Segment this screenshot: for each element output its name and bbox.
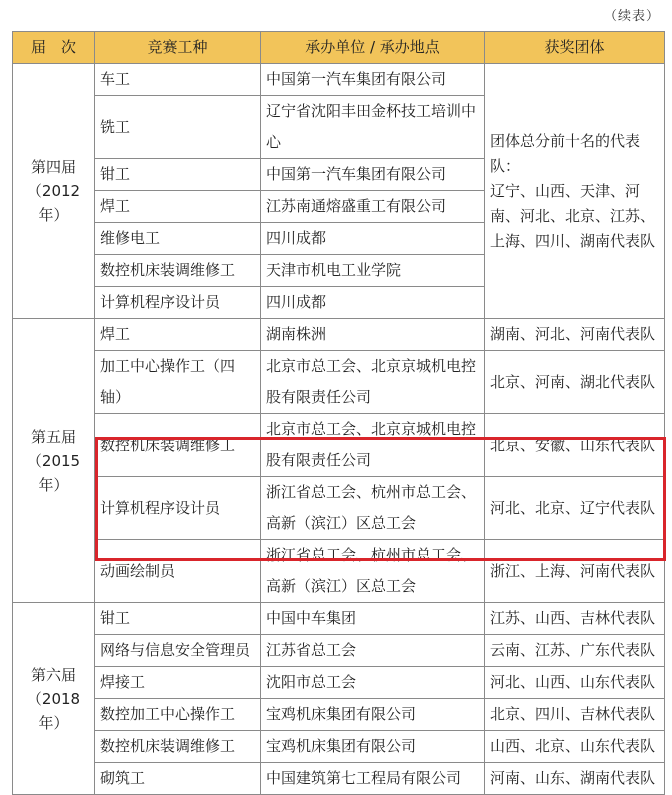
- award-cell: 湖南、河北、河南代表队: [485, 319, 665, 351]
- edition-year: （2012年）: [26, 182, 81, 224]
- host-cell: 江苏省总工会: [261, 635, 485, 667]
- host-cell: 浙江省总工会、杭州市总工会、高新（滨江）区总工会: [261, 477, 485, 540]
- host-cell: 宝鸡机床集团有限公司: [261, 699, 485, 731]
- competition-table: [12, 31, 665, 795]
- host-cell: 浙江省总工会、杭州市总工会、高新（滨江）区总工会: [261, 540, 485, 603]
- table-header-row: [13, 32, 665, 64]
- job-cell: 维修电工: [95, 223, 261, 255]
- award-cell: 团体总分前十名的代表队： 辽宁、山西、天津、河南、河北、北京、江苏、上海、四川、湖南代表队: [485, 64, 665, 319]
- edition-cell: [13, 603, 95, 795]
- table-row: [13, 319, 665, 351]
- table-row: [13, 731, 665, 763]
- host-cell: 四川成都: [261, 223, 485, 255]
- header-host: 承办单位 / 承办地点: [261, 32, 485, 64]
- continued-label: （续表）: [603, 9, 660, 24]
- job-cell: 加工中心操作工（四轴）: [95, 351, 261, 414]
- edition-year: （2015年）: [26, 451, 81, 494]
- award-cell: 河北、山西、山东代表队: [485, 667, 665, 699]
- job-cell: 钳工: [95, 603, 261, 635]
- award-cell: 北京、四川、吉林代表队: [485, 699, 665, 731]
- award-cell: 浙江、上海、河南代表队: [485, 540, 665, 603]
- job-cell: 计算机程序设计员: [95, 287, 261, 319]
- table-row: [13, 603, 665, 635]
- host-cell: 北京市总工会、北京京城机电控股有限责任公司: [261, 351, 485, 414]
- table-row: [13, 540, 665, 603]
- host-cell: 宝鸡机床集团有限公司: [261, 731, 485, 763]
- award-cell: 江苏、山西、吉林代表队: [485, 603, 665, 635]
- host-cell: 北京市总工会、北京京城机电控股有限责任公司: [261, 414, 485, 477]
- job-cell: 车工: [95, 64, 261, 96]
- award-cell: 云南、江苏、广东代表队: [485, 635, 665, 667]
- edition-year: （2018年）: [26, 689, 81, 732]
- award-cell: 山西、北京、山东代表队: [485, 731, 665, 763]
- host-cell: 中国第一汽车集团有限公司: [261, 64, 485, 96]
- host-cell: 天津市机电工业学院: [261, 255, 485, 287]
- table-row: [13, 64, 665, 96]
- job-cell: 数控机床装调维修工: [95, 255, 261, 287]
- host-cell: 中国建筑第七工程局有限公司: [261, 763, 485, 795]
- job-cell: 焊工: [95, 191, 261, 223]
- host-cell: 湖南株洲: [261, 319, 485, 351]
- edition-name: 第六届: [30, 665, 76, 684]
- table-body: [13, 64, 665, 795]
- header-job: 竞赛工种: [95, 32, 261, 64]
- table-row: [13, 635, 665, 667]
- job-cell: 铣工: [95, 96, 261, 159]
- table-row: [13, 414, 665, 477]
- job-cell: 数控机床装调维修工: [95, 731, 261, 763]
- table-row: [13, 667, 665, 699]
- host-cell: 中国第一汽车集团有限公司: [261, 159, 485, 191]
- edition-name: 第四届: [30, 158, 76, 176]
- table-row: [13, 477, 665, 540]
- award-cell: 河北、北京、辽宁代表队: [485, 477, 665, 540]
- header-edition: 届 次: [13, 32, 95, 64]
- job-cell: 网络与信息安全管理员: [95, 635, 261, 667]
- award-cell: 河南、山东、湖南代表队: [485, 763, 665, 795]
- job-cell: 砌筑工: [95, 763, 261, 795]
- job-cell: 数控加工中心操作工: [95, 699, 261, 731]
- job-cell: 动画绘制员: [95, 540, 261, 603]
- award-cell: 北京、河南、湖北代表队: [485, 351, 665, 414]
- job-cell: 数控机床装调维修工: [95, 414, 261, 477]
- job-cell: 计算机程序设计员: [95, 477, 261, 540]
- award-cell: 北京、安徽、山东代表队: [485, 414, 665, 477]
- job-cell: 钳工: [95, 159, 261, 191]
- job-cell: 焊工: [95, 319, 261, 351]
- job-cell: 焊接工: [95, 667, 261, 699]
- host-cell: 辽宁省沈阳丰田金杯技工培训中心: [261, 96, 485, 159]
- header-award: 获奖团体: [485, 32, 665, 64]
- edition-cell: [13, 64, 95, 319]
- edition-cell: [13, 319, 95, 603]
- table-row: [13, 763, 665, 795]
- edition-name: 第五届: [30, 427, 76, 446]
- table-row: [13, 699, 665, 731]
- host-cell: 中国中车集团: [261, 603, 485, 635]
- table-row: [13, 351, 665, 414]
- host-cell: 四川成都: [261, 287, 485, 319]
- host-cell: 沈阳市总工会: [261, 667, 485, 699]
- host-cell: 江苏南通熔盛重工有限公司: [261, 191, 485, 223]
